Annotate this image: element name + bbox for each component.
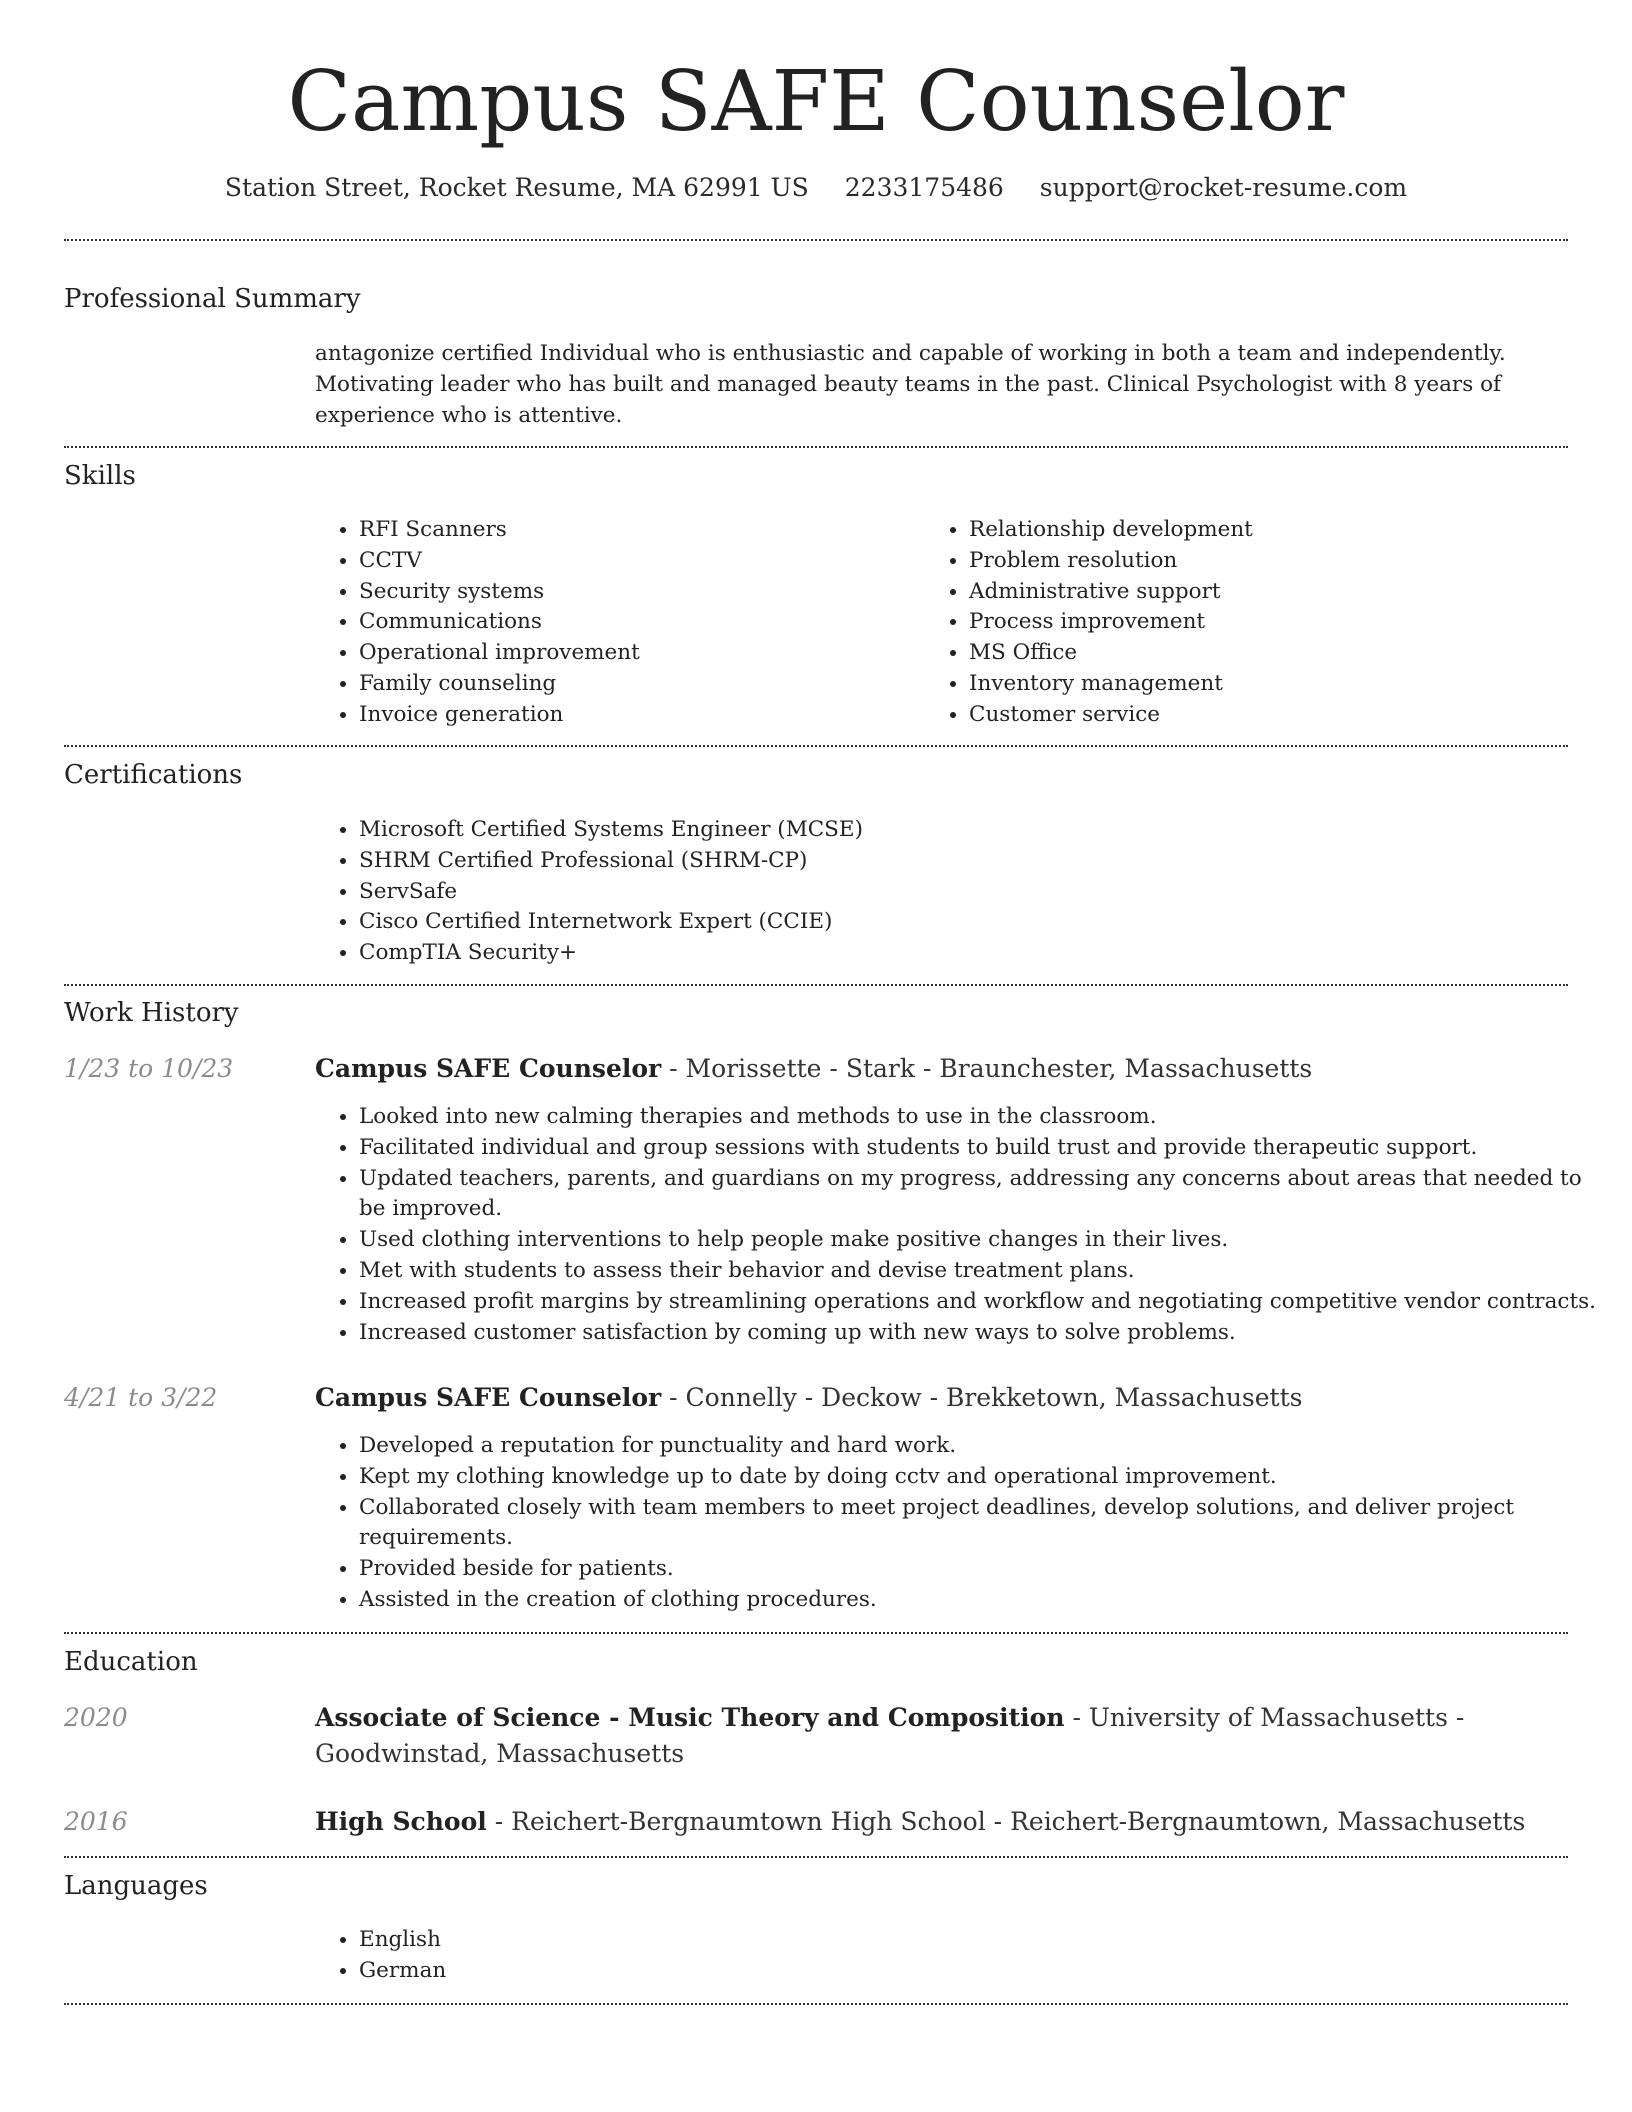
- list-item: • Facilitated individual and group sessions with students to build trust and provide therapeutic support.: [359, 1133, 1609, 1164]
- contact-line: [0, 170, 1632, 206]
- job-bullets: [315, 1102, 1609, 1348]
- divider: [64, 745, 1568, 747]
- list-item: • Invoice generation: [359, 700, 919, 731]
- job-title: Campus SAFE Counselor: [315, 1054, 662, 1083]
- contact-address: Station Street, Rocket Resume, MA 62991 US: [224, 173, 809, 202]
- list-item: • Developed a reputation for punctuality and hard work.: [359, 1431, 1609, 1462]
- list-item: • Communications: [359, 607, 919, 638]
- list-item: • Used clothing interventions to help people make positive changes in their lives.: [359, 1225, 1609, 1256]
- list-item: • Administrative support: [969, 577, 1569, 608]
- divider: [64, 1632, 1568, 1634]
- list-item: • Updated teachers, parents, and guardians on my progress, addressing any concerns about areas that needed to be improved.: [359, 1164, 1609, 1226]
- list-item: • Kept my clothing knowledge up to date by doing cctv and operational improvement.: [359, 1462, 1609, 1493]
- list-item: • German: [359, 1956, 959, 1987]
- list-item: • Provided beside for patients.: [359, 1554, 1609, 1585]
- education-details: - University of Massachusetts - Goodwinstad, Massachusetts: [315, 1703, 1465, 1768]
- section-title-work: Work History: [64, 998, 239, 1028]
- job-title: Campus SAFE Counselor: [315, 1383, 662, 1412]
- divider: [64, 1856, 1568, 1858]
- list-item: • Increased profit margins by streamlining operations and workflow and negotiating competitive vendor contracts.: [359, 1287, 1609, 1318]
- list-item: • Increased customer satisfaction by coming up with new ways to solve problems.: [359, 1318, 1609, 1349]
- education-details: - Reichert-Bergnaumtown High School - Reichert-Bergnaumtown, Massachusetts: [486, 1807, 1526, 1836]
- list-item: • Relationship development: [969, 515, 1569, 546]
- list-item: • Cisco Certified Internetwork Expert (CCIE): [359, 907, 1559, 938]
- education-degree: Associate of Science - Music Theory and Composition: [315, 1703, 1065, 1732]
- education-year: 2020: [64, 1703, 128, 1732]
- list-item: • Collaborated closely with team members to meet project deadlines, develop solutions, and deliver project requirements.: [359, 1493, 1609, 1555]
- summary-text: antagonize certified Individual who is enthusiastic and capable of working in both a team and independently. Motivating leader who has built and managed beauty teams in the past. Clinical Psychologist with 8 years of experience who is attentive.: [315, 341, 1506, 428]
- list-item: • RFI Scanners: [359, 515, 919, 546]
- section-title-summary: Professional Summary: [64, 284, 361, 314]
- skills-list-left: [315, 515, 919, 731]
- list-item: • Met with students to assess their behavior and devise treatment plans.: [359, 1256, 1609, 1287]
- list-item: • English: [359, 1925, 959, 1956]
- contact-phone: 2233175486: [844, 173, 1004, 202]
- education-entry: [315, 1700, 1565, 1772]
- list-item: • Customer service: [969, 700, 1569, 731]
- section-title-certifications: Certifications: [64, 760, 243, 790]
- job-dates: 4/21 to 3/22: [64, 1383, 218, 1412]
- list-item: • Inventory management: [969, 669, 1569, 700]
- job-title-line: [315, 1380, 1565, 1416]
- languages-list: [315, 1925, 959, 1987]
- resume-name: Campus SAFE Counselor: [287, 53, 1345, 150]
- contact-email: support@rocket-resume.com: [1039, 173, 1408, 202]
- education-entry: [315, 1804, 1565, 1840]
- divider: [64, 984, 1568, 986]
- list-item: • SHRM Certified Professional (SHRM-CP): [359, 846, 1559, 877]
- job-details: - Connelly - Deckow - Brekketown, Massachusetts: [661, 1383, 1303, 1412]
- skills-list-right: [925, 515, 1569, 731]
- job-dates: 1/23 to 10/23: [64, 1054, 234, 1083]
- divider: [64, 2003, 1568, 2005]
- section-title-education: Education: [64, 1647, 198, 1677]
- list-item: • Operational improvement: [359, 638, 919, 669]
- job-bullets: [315, 1431, 1609, 1616]
- section-title-skills: Skills: [64, 461, 136, 491]
- divider: [64, 239, 1568, 241]
- list-item: • Microsoft Certified Systems Engineer (MCSE): [359, 815, 1559, 846]
- list-item: • Assisted in the creation of clothing procedures.: [359, 1585, 1609, 1616]
- list-item: • MS Office: [969, 638, 1569, 669]
- list-item: • Problem resolution: [969, 546, 1569, 577]
- list-item: • Security systems: [359, 577, 919, 608]
- job-details: - Morissette - Stark - Braunchester, Massachusetts: [661, 1054, 1313, 1083]
- section-title-languages: Languages: [64, 1871, 208, 1901]
- list-item: • CompTIA Security+: [359, 938, 1559, 969]
- divider: [64, 446, 1568, 448]
- certifications-list: [315, 815, 1559, 969]
- list-item: • ServSafe: [359, 877, 1559, 908]
- education-year: 2016: [64, 1807, 128, 1836]
- job-title-line: [315, 1051, 1565, 1087]
- list-item: • Looked into new calming therapies and methods to use in the classroom.: [359, 1102, 1609, 1133]
- list-item: • Process improvement: [969, 607, 1569, 638]
- education-degree: High School: [315, 1807, 487, 1836]
- list-item: • Family counseling: [359, 669, 919, 700]
- list-item: • CCTV: [359, 546, 919, 577]
